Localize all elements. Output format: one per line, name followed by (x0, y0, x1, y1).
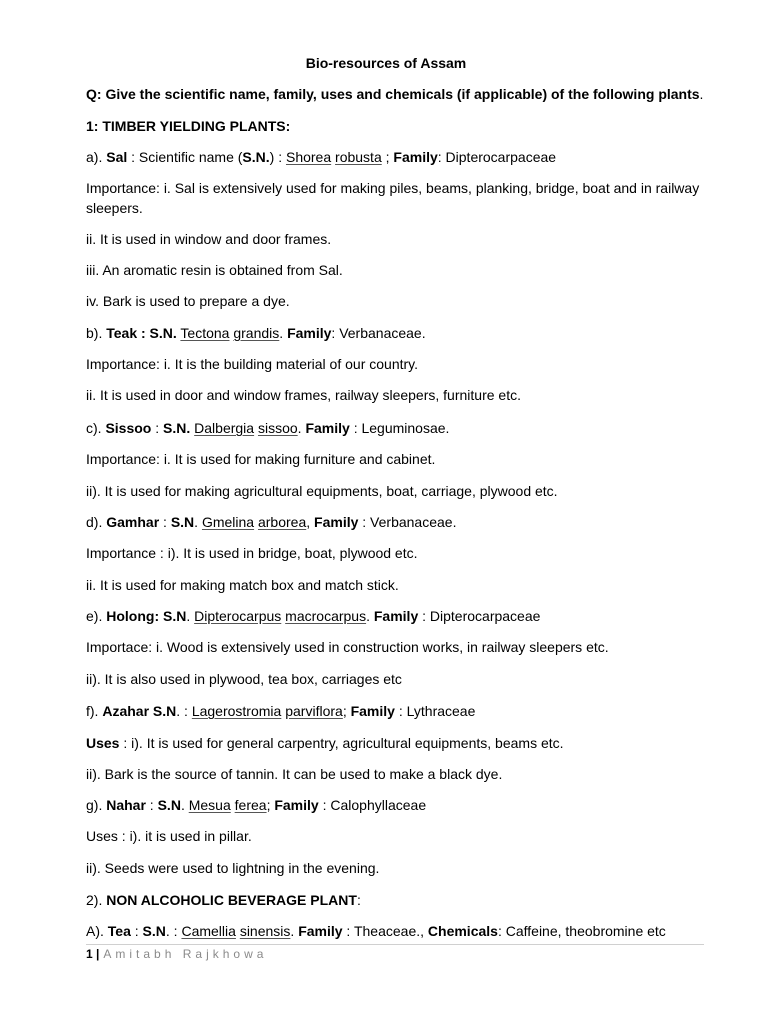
azahar-heading: f). Azahar S.N. : Lagerostromia parviflora; Family : Lythraceae (86, 703, 476, 719)
sal-importance-2: ii. It is used in window and door frames. (86, 231, 332, 247)
sissoo-importance-2: ii). It is used for making agricultural equipments, boat, carriage, plywood etc. (86, 483, 558, 499)
gamhar-importance-1: Importance : i). It is used in bridge, boat, plywood etc. (86, 545, 418, 561)
sal-importance-3: iii. An aromatic resin is obtained from Sal. (86, 262, 343, 278)
azahar-uses-1: Uses : i). It is used for general carpentry, agricultural equipments, beams etc. (86, 735, 564, 751)
azahar-uses-2: ii). Bark is the source of tannin. It can be used to make a black dye. (86, 766, 503, 782)
holong-heading: e). Holong: S.N. Dipterocarpus macrocarpus. Family : Dipterocarpaceae (86, 608, 541, 624)
teak-importance-2: ii. It is used in door and window frames, railway sleepers, furniture etc. (86, 387, 521, 403)
footer-divider (86, 944, 704, 945)
teak-importance-1: Importance: i. It is the building material of our country. (86, 356, 419, 372)
page-number: 1 | (86, 947, 100, 961)
page-title: Bio-resources of Assam (305, 55, 467, 71)
sissoo-heading: c). Sissoo : S.N. Dalbergia sissoo. Family : Leguminosae. (86, 420, 450, 436)
sal-importance-1: Importance: i. Sal is extensively used for making piles, beams, planking, bridge, boat and in railway sleepers. (86, 180, 700, 216)
nahar-uses-2: ii). Seeds were used to lightning in the evening. (86, 860, 380, 876)
tea-heading: A). Tea : S.N. : Camellia sinensis. Family : Theaceae., Chemicals: Caffeine, theobromine etc (86, 923, 666, 939)
sal-importance-4: iv. Bark is used to prepare a dye. (86, 293, 290, 309)
teak-heading: b). Teak : S.N. Tectona grandis. Family: Verbanaceae. (86, 325, 426, 341)
holong-importance-2: ii). It is also used in plywood, tea box, carriages etc (86, 671, 402, 687)
section-beverage-heading: 2). NON ALCOHOLIC BEVERAGE PLANT: (86, 892, 361, 908)
nahar-uses-1: Uses : i). it is used in pillar. (86, 828, 252, 844)
gamhar-importance-2: ii. It is used for making match box and match stick. (86, 577, 399, 593)
sissoo-importance-1: Importance: i. It is used for making furniture and cabinet. (86, 451, 436, 467)
sal-heading: a). Sal : Scientific name (S.N.) : Shorea robusta ; Family: Dipterocarpaceae (86, 149, 557, 165)
nahar-heading: g). Nahar : S.N. Mesua ferea; Family : Calophyllaceae (86, 797, 427, 813)
gamhar-heading: d). Gamhar : S.N. Gmelina arborea, Family : Verbanaceae. (86, 514, 457, 530)
page-footer (86, 946, 267, 962)
holong-importance-1: Importace: i. Wood is extensively used in construction works, in railway sleepers etc. (86, 639, 609, 655)
section-timber-heading: 1: TIMBER YIELDING PLANTS: (86, 118, 291, 134)
question-line: Q: Give the scientific name, family, uses and chemicals (if applicable) of the following plants. (86, 86, 704, 102)
footer-author: Amitabh Rajkhowa (103, 947, 268, 961)
